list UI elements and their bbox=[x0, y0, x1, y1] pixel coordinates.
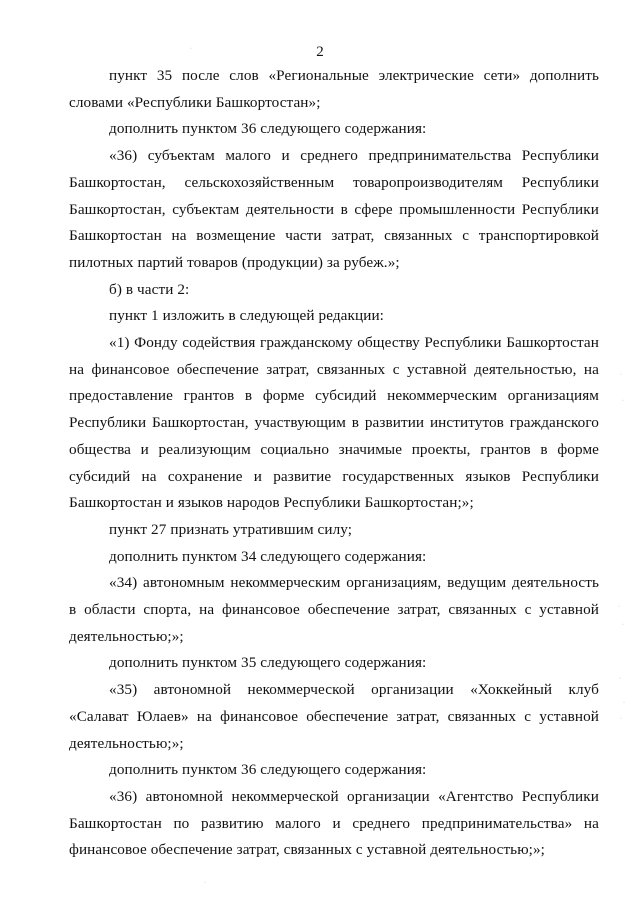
paragraph-item-1-intro: пункт 1 изложить в следующей редакции: bbox=[109, 307, 384, 325]
scan-artifact: · bbox=[622, 398, 624, 404]
paragraph-part-2-heading: б) в части 2: bbox=[109, 280, 190, 298]
paragraph-item-35-text: «35) автономной некоммерческой организации «Хоккейный клуб «Салават Юлаев» на финансовое обеспечение затрат, связанных с уставной деятельностью;»; bbox=[69, 681, 599, 752]
scan-artifact: · bbox=[620, 716, 622, 722]
scan-artifact: · bbox=[623, 700, 625, 706]
paragraph-item-34-text: «34) автономным некоммерческим организациям, ведущим деятельность в области спорта, на финансовое обеспечение затрат, связанных с уставной деятельностью;»; bbox=[69, 574, 599, 645]
document-body bbox=[69, 63, 599, 864]
scan-artifact: · bbox=[619, 676, 621, 682]
paragraph-add-item-36b-intro: дополнить пунктом 36 следующего содержания: bbox=[109, 761, 427, 779]
scan-artifact: · bbox=[620, 372, 622, 378]
paragraph-item-36-text: «36) субъектам малого и среднего предпринимательства Республики Башкортостан, сельскохозяйственным товаропроизводителям Республики Башкортостан, субъектам деятельности в сфере промышленности Республики Башкортостан на возмещение части затрат, связанных с транспортировкой пилотных партий товаров (продукции) за рубеж.»; bbox=[69, 147, 599, 271]
paragraph-add-item-36-intro: дополнить пунктом 36 следующего содержания: bbox=[109, 120, 427, 138]
scan-artifact: · bbox=[618, 604, 620, 610]
paragraph-add-item-34-intro: дополнить пунктом 34 следующего содержания: bbox=[109, 547, 427, 565]
paragraph-item-36b-text: «36) автономной некоммерческой организации «Агентство Республики Башкортостан по развитию малого и среднего предпринимательства» на финансовое обеспечение затрат, связанных с уставной деятельностью;»; bbox=[69, 787, 599, 859]
scan-artifact: · bbox=[622, 622, 624, 628]
paragraph-item-27-repeal: пункт 27 признать утратившим силу; bbox=[109, 520, 353, 538]
paragraph-add-item-35-intro: дополнить пунктом 35 следующего содержания: bbox=[109, 654, 427, 672]
scan-artifact: · bbox=[190, 46, 192, 52]
paragraph-item-35-amendment: пункт 35 после слов «Региональные электрические сети» дополнить словами «Республики Башкортостан»; bbox=[69, 67, 599, 111]
page-number: 2 bbox=[316, 44, 324, 60]
paragraph-item-1-text: «1) Фонду содействия гражданскому обществу Республики Башкортостан на финансовое обеспечение затрат, связанных с уставной деятельностью, на предоставление грантов в форме субсидий некоммерческим организациям Республики Башкортостан, участвующим в развитии институтов гражданского общества и реализующим социально значимые проекты, грантов в форме субсидий на сохранение и развитие государственных языков Республики Башкортостан и языков народов Республики Башкортостан;»; bbox=[69, 334, 599, 512]
scan-artifact: · bbox=[204, 880, 206, 886]
